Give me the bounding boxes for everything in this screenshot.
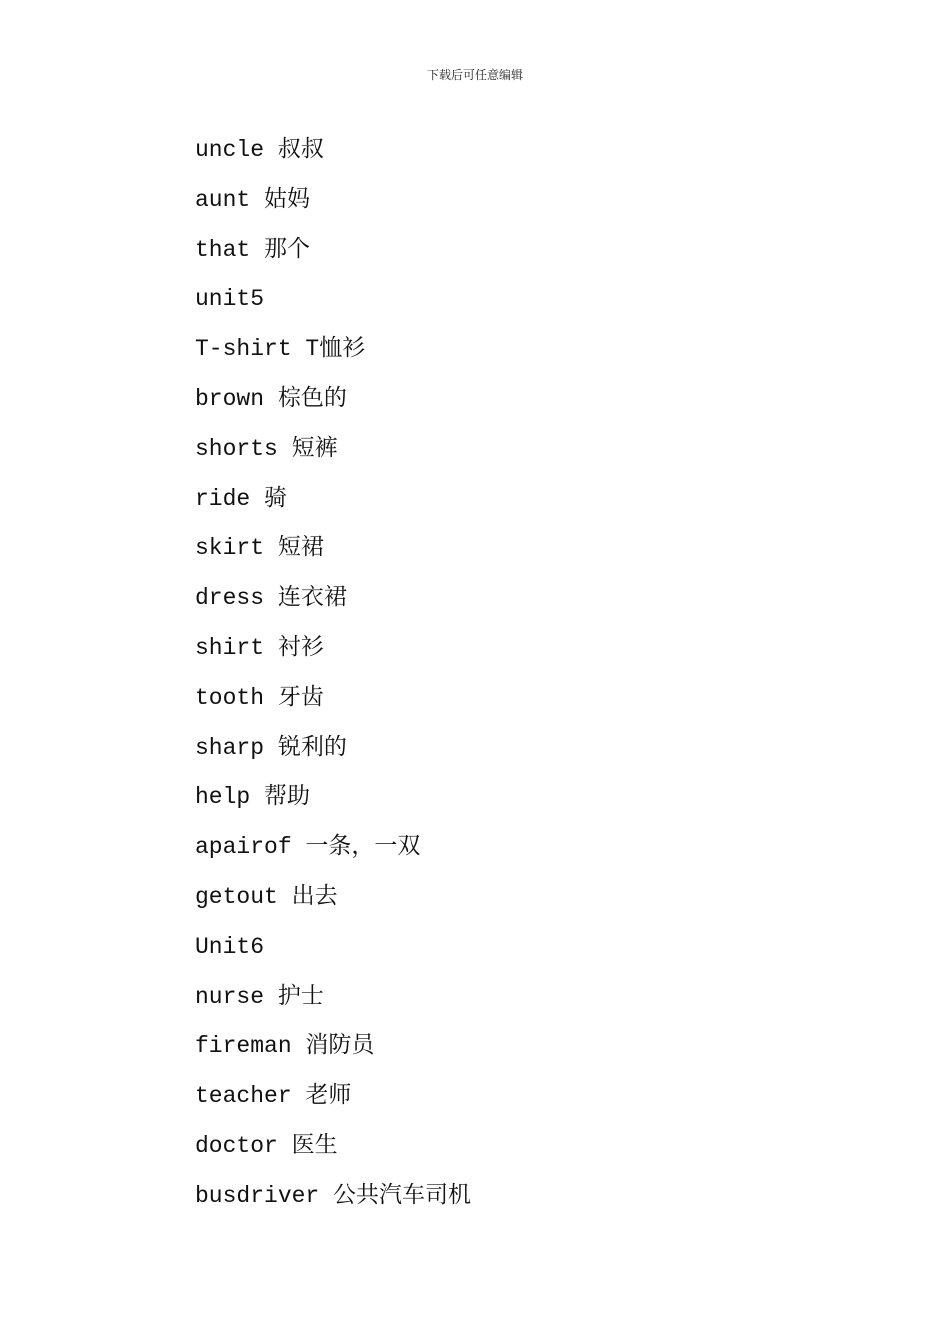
vocab-line: apairof 一条，一双 bbox=[195, 834, 421, 861]
vocab-line: nurse 护士 bbox=[195, 983, 324, 1010]
unit-heading: Unit6 bbox=[195, 933, 265, 960]
vocab-line: T-shirt T恤衫 bbox=[195, 336, 366, 363]
vocab-line: shirt 衬衫 bbox=[195, 634, 324, 661]
vocab-line: uncle 叔叔 bbox=[195, 137, 324, 163]
vocab-line: sharp 锐利的 bbox=[195, 734, 347, 761]
vocab-line: skirt 短裙 bbox=[195, 535, 324, 562]
vocabulary-list bbox=[195, 133, 471, 1229]
vocab-line: aunt 姑妈 bbox=[195, 186, 311, 213]
vocab-line: help 帮助 bbox=[195, 784, 311, 811]
vocab-line: fireman 消防员 bbox=[195, 1033, 375, 1060]
vocab-line: brown 棕色的 bbox=[195, 385, 347, 412]
vocab-line: ride 骑 bbox=[195, 485, 288, 512]
vocab-line: teacher 老师 bbox=[195, 1083, 352, 1110]
vocab-line: doctor 医生 bbox=[195, 1132, 338, 1159]
vocab-line: tooth 牙齿 bbox=[195, 684, 324, 711]
vocab-line: shorts 短裤 bbox=[195, 435, 338, 462]
unit-heading: unit5 bbox=[195, 286, 265, 313]
vocab-line: dress 连衣裙 bbox=[195, 585, 347, 612]
vocab-line: getout 出去 bbox=[195, 883, 338, 910]
vocab-line: that 那个 bbox=[195, 236, 311, 263]
page-header: 下载后可任意编辑 bbox=[426, 68, 523, 82]
vocab-line: busdriver 公共汽车司机 bbox=[195, 1182, 472, 1209]
